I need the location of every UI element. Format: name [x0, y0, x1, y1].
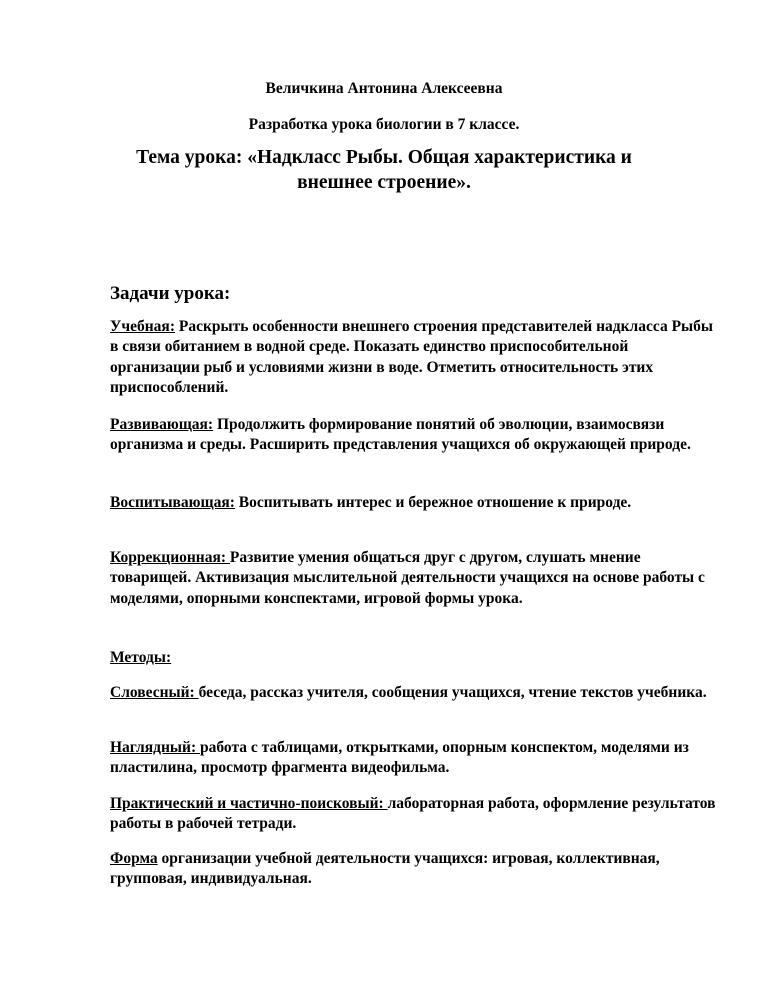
- method-practical: [110, 794, 720, 835]
- task-text: Продолжить формирование понятий об эволюции, взаимосвязи организма и среды. Расширить представления учащихся об окружающей природе.: [110, 416, 691, 454]
- task-label: Воспитывающая:: [110, 494, 235, 511]
- form-text: организации учебной деятельности учащихся: игровая, коллективная, групповая, индивидуальная.: [110, 850, 660, 888]
- task-text: Развитие умения общаться друг с другом, слушать мнение товарищей. Активизация мыслительной деятельности учащихся на основе работы с моделями, опорными конспектами, игровой формы урока.: [110, 549, 705, 607]
- task-correctional: [110, 548, 720, 609]
- method-text: лабораторная работа, оформление результатов работы в рабочей тетради.: [110, 795, 716, 833]
- activity-form: [110, 849, 720, 890]
- method-label: Словесный:: [110, 684, 199, 701]
- method-label: Наглядный:: [110, 739, 200, 756]
- task-label: Развивающая:: [110, 416, 214, 433]
- author-name: Величкина Антонина Алексеевна: [265, 80, 503, 97]
- task-text: Раскрыть особенности внешнего строения представителей надкласса Рыбы в связи обитанием в водной среде. Показать единство приспособительной организации рыб и условиями жизни в воде. Отметить относительность этих приспособлений.: [110, 318, 713, 396]
- task-upbringing: [110, 493, 720, 513]
- form-label: Форма: [110, 850, 158, 867]
- method-text: беседа, рассказ учителя, сообщения учащихся, чтение текстов учебника.: [198, 684, 707, 701]
- methods-heading: Методы:: [110, 649, 172, 666]
- task-label: Коррекционная:: [110, 549, 230, 566]
- lesson-topic: Тема урока: «Надкласс Рыбы. Общая характеристика и внешнее строение».: [136, 147, 632, 193]
- method-label: Практический и частично-поисковый:: [110, 795, 388, 812]
- task-developing: [110, 415, 720, 456]
- document-subtitle: Разработка урока биологии в 7 классе.: [248, 116, 520, 133]
- tasks-heading: Задачи урока:: [110, 283, 231, 304]
- task-text: Воспитывать интерес и бережное отношение к природе.: [234, 494, 632, 511]
- method-visual: [110, 738, 720, 779]
- method-verbal: [110, 683, 720, 703]
- task-educational: [110, 317, 720, 398]
- task-label: Учебная:: [110, 318, 175, 335]
- method-text: работа с таблицами, открытками, опорным конспектом, моделями из пластилина, просмотр фрагмента видеофильма.: [110, 739, 689, 777]
